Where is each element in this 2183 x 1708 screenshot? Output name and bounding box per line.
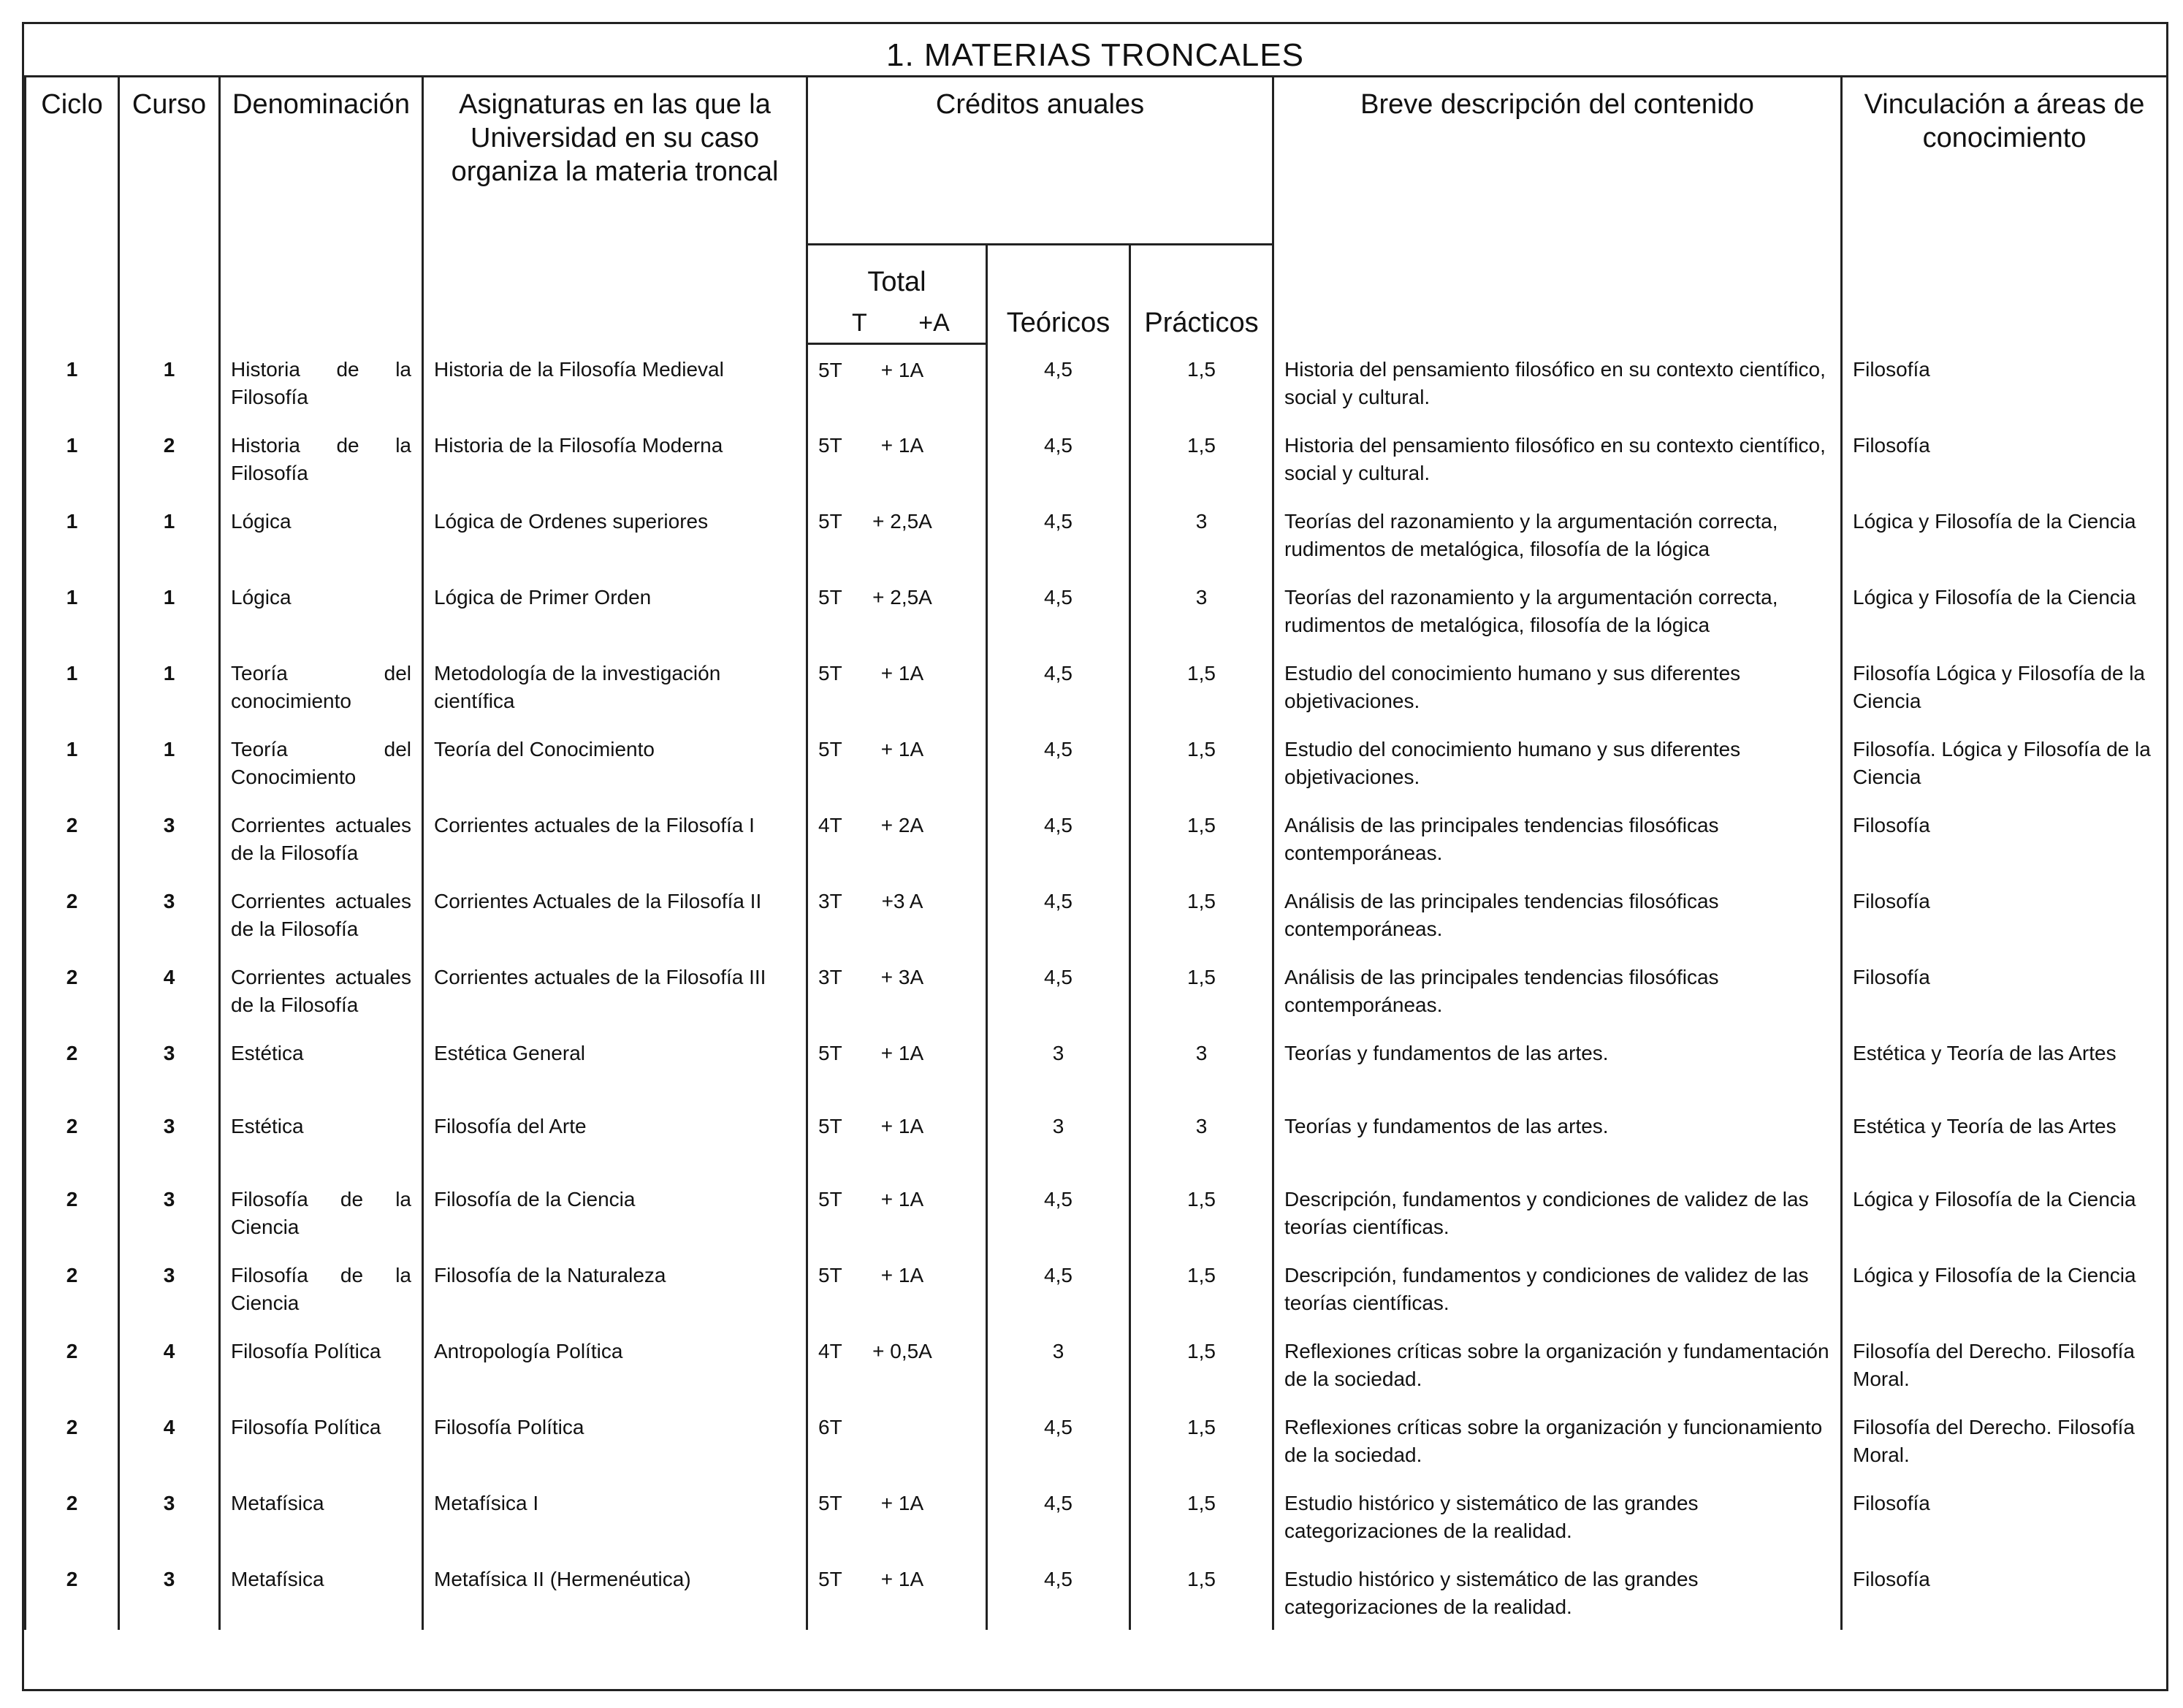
table-row bbox=[26, 344, 2168, 420]
cell-descripcion: Descripción, fundamentos y condiciones de validez de las teorías científicas. bbox=[1273, 1250, 1842, 1326]
cell-total-t: 5T bbox=[818, 1263, 842, 1286]
cell-total-t: 5T bbox=[818, 1041, 842, 1064]
cell-vinculacion: Lógica y Filosofía de la Ciencia bbox=[1842, 1250, 2168, 1326]
cell-practicos: 3 bbox=[1130, 1101, 1273, 1174]
header-practicos: Prácticos bbox=[1130, 245, 1273, 344]
cell-denominacion: Estética bbox=[220, 1028, 423, 1101]
cell-vinculacion: Filosofía bbox=[1842, 800, 2168, 876]
cell-asignatura: Estética General bbox=[423, 1028, 807, 1101]
cell-total-a: + 1A bbox=[880, 1491, 924, 1514]
cell-curso: 1 bbox=[119, 648, 220, 724]
cell-teoricos: 4,5 bbox=[987, 1250, 1130, 1326]
cell-practicos: 3 bbox=[1130, 496, 1273, 572]
cell-teoricos: 4,5 bbox=[987, 648, 1130, 724]
cell-descripcion: Análisis de las principales tendencias filosóficas contemporáneas. bbox=[1273, 952, 1842, 1028]
cell-curso: 1 bbox=[119, 724, 220, 800]
cell-asignatura: Teoría del Conocimiento bbox=[423, 724, 807, 800]
cell-curso: 1 bbox=[119, 344, 220, 420]
cell-denominacion: Corrientes actuales de la Filosofía bbox=[220, 876, 423, 952]
cell-asignatura: Antropología Política bbox=[423, 1326, 807, 1402]
cell-vinculacion: Filosofía bbox=[1842, 952, 2168, 1028]
cell-ciclo: 1 bbox=[26, 572, 119, 648]
cell-asignatura: Metafísica II (Hermenéutica) bbox=[423, 1554, 807, 1630]
cell-curso: 3 bbox=[119, 1250, 220, 1326]
cell-total-a: + 2,5A bbox=[872, 585, 932, 609]
cell-total-t: 5T bbox=[818, 585, 842, 609]
cell-curso: 4 bbox=[119, 952, 220, 1028]
table-row bbox=[26, 1250, 2168, 1326]
cell-total-t: 4T bbox=[818, 813, 842, 836]
cell-vinculacion: Filosofía bbox=[1842, 1554, 2168, 1630]
cell-ciclo: 2 bbox=[26, 1326, 119, 1402]
cell-ciclo: 2 bbox=[26, 876, 119, 952]
cell-total-a: + 1A bbox=[880, 737, 924, 760]
cell-curso: 1 bbox=[119, 572, 220, 648]
cell-total-a: + 1A bbox=[880, 661, 924, 685]
cell-descripcion: Descripción, fundamentos y condiciones de validez de las teorías científicas. bbox=[1273, 1174, 1842, 1250]
cell-total-t: 3T bbox=[818, 965, 842, 988]
cell-denominacion: Lógica bbox=[220, 572, 423, 648]
cell-total bbox=[807, 724, 987, 800]
cell-practicos: 3 bbox=[1130, 1028, 1273, 1101]
cell-total-t: 5T bbox=[818, 737, 842, 760]
cell-practicos: 1,5 bbox=[1130, 648, 1273, 724]
materias-troncales-table bbox=[24, 75, 2168, 1630]
cell-descripcion: Reflexiones críticas sobre la organización y funcionamiento de la sociedad. bbox=[1273, 1402, 1842, 1478]
header-asignaturas: Asignaturas en las que la Universidad en su caso organiza la materia troncal bbox=[423, 77, 807, 344]
cell-ciclo: 2 bbox=[26, 1554, 119, 1630]
cell-practicos: 1,5 bbox=[1130, 344, 1273, 420]
cell-total bbox=[807, 1250, 987, 1326]
cell-vinculacion: Filosofía bbox=[1842, 420, 2168, 496]
cell-descripcion: Teorías del razonamiento y la argumentación correcta, rudimentos de metalógica, filosofía de la lógica bbox=[1273, 496, 1842, 572]
cell-teoricos: 4,5 bbox=[987, 572, 1130, 648]
cell-asignatura: Corrientes Actuales de la Filosofía II bbox=[423, 876, 807, 952]
cell-vinculacion: Estética y Teoría de las Artes bbox=[1842, 1101, 2168, 1174]
cell-ciclo: 2 bbox=[26, 800, 119, 876]
cell-asignatura: Lógica de Primer Orden bbox=[423, 572, 807, 648]
cell-total-t: 5T bbox=[818, 359, 842, 381]
table-row bbox=[26, 876, 2168, 952]
cell-vinculacion: Lógica y Filosofía de la Ciencia bbox=[1842, 1174, 2168, 1250]
cell-curso: 3 bbox=[119, 876, 220, 952]
cell-ciclo: 2 bbox=[26, 1402, 119, 1478]
header-total: Total bbox=[807, 245, 987, 303]
cell-total-t: 5T bbox=[818, 661, 842, 685]
cell-total bbox=[807, 1174, 987, 1250]
cell-practicos: 1,5 bbox=[1130, 1250, 1273, 1326]
table-row bbox=[26, 572, 2168, 648]
cell-ciclo: 1 bbox=[26, 724, 119, 800]
cell-total-a: + 1A bbox=[880, 1187, 924, 1211]
cell-total-a: + 1A bbox=[880, 1263, 924, 1286]
cell-ciclo: 2 bbox=[26, 1028, 119, 1101]
cell-practicos: 1,5 bbox=[1130, 800, 1273, 876]
table-row bbox=[26, 496, 2168, 572]
cell-curso: 3 bbox=[119, 1174, 220, 1250]
header-t: T bbox=[852, 308, 867, 337]
cell-denominacion: Corrientes actuales de la Filosofía bbox=[220, 800, 423, 876]
cell-total-t: 5T bbox=[818, 1567, 842, 1590]
cell-total-t: 4T bbox=[818, 1339, 842, 1362]
cell-asignatura: Metafísica I bbox=[423, 1478, 807, 1554]
cell-descripcion: Teorías y fundamentos de las artes. bbox=[1273, 1028, 1842, 1101]
cell-total-a: + 0,5A bbox=[872, 1339, 932, 1362]
cell-total bbox=[807, 344, 987, 420]
cell-total bbox=[807, 420, 987, 496]
cell-total bbox=[807, 648, 987, 724]
cell-practicos: 1,5 bbox=[1130, 1402, 1273, 1478]
table-row bbox=[26, 420, 2168, 496]
cell-curso: 4 bbox=[119, 1326, 220, 1402]
header-curso: Curso bbox=[119, 77, 220, 344]
cell-ciclo: 2 bbox=[26, 1101, 119, 1174]
cell-vinculacion: Filosofía del Derecho. Filosofía Moral. bbox=[1842, 1402, 2168, 1478]
cell-descripcion: Teorías y fundamentos de las artes. bbox=[1273, 1101, 1842, 1174]
cell-ciclo: 2 bbox=[26, 1174, 119, 1250]
cell-teoricos: 4,5 bbox=[987, 724, 1130, 800]
cell-total-t: 5T bbox=[818, 1187, 842, 1211]
cell-ciclo: 2 bbox=[26, 1478, 119, 1554]
cell-denominacion: Filosofía Política bbox=[220, 1326, 423, 1402]
cell-total bbox=[807, 1028, 987, 1101]
cell-teoricos: 4,5 bbox=[987, 876, 1130, 952]
cell-vinculacion: Lógica y Filosofía de la Ciencia bbox=[1842, 496, 2168, 572]
cell-teoricos: 3 bbox=[987, 1028, 1130, 1101]
cell-total-a: +3 A bbox=[881, 889, 923, 912]
header-denominacion: Denominación bbox=[220, 77, 423, 344]
cell-asignatura: Filosofía de la Ciencia bbox=[423, 1174, 807, 1250]
cell-total-a: + 1A bbox=[880, 359, 924, 381]
cell-curso: 3 bbox=[119, 1028, 220, 1101]
cell-total bbox=[807, 1101, 987, 1174]
header-t-a bbox=[807, 303, 987, 344]
cell-total bbox=[807, 1326, 987, 1402]
cell-denominacion: Teoría del conocimiento bbox=[220, 648, 423, 724]
table-row bbox=[26, 1101, 2168, 1174]
cell-total bbox=[807, 952, 987, 1028]
cell-teoricos: 4,5 bbox=[987, 952, 1130, 1028]
cell-asignatura: Filosofía de la Naturaleza bbox=[423, 1250, 807, 1326]
cell-denominacion: Teoría del Conocimiento bbox=[220, 724, 423, 800]
header-teoricos: Teóricos bbox=[987, 245, 1130, 344]
cell-denominacion: Corrientes actuales de la Filosofía bbox=[220, 952, 423, 1028]
cell-total bbox=[807, 1402, 987, 1478]
cell-practicos: 1,5 bbox=[1130, 952, 1273, 1028]
cell-descripcion: Estudio histórico y sistemático de las grandes categorizaciones de la realidad. bbox=[1273, 1554, 1842, 1630]
cell-descripcion: Historia del pensamiento filosófico en su contexto científico, social y cultural. bbox=[1273, 344, 1842, 420]
cell-asignatura: Historia de la Filosofía Moderna bbox=[423, 420, 807, 496]
cell-teoricos: 4,5 bbox=[987, 420, 1130, 496]
cell-total-t: 3T bbox=[818, 889, 842, 912]
cell-descripcion: Historia del pensamiento filosófico en su contexto científico, social y cultural. bbox=[1273, 420, 1842, 496]
cell-denominacion: Historia de la Filosofía bbox=[220, 420, 423, 496]
cell-curso: 4 bbox=[119, 1402, 220, 1478]
cell-denominacion: Filosofía de la Ciencia bbox=[220, 1174, 423, 1250]
cell-practicos: 1,5 bbox=[1130, 420, 1273, 496]
cell-denominacion: Filosofía Política bbox=[220, 1402, 423, 1478]
cell-descripcion: Análisis de las principales tendencias filosóficas contemporáneas. bbox=[1273, 876, 1842, 952]
cell-total-t: 6T bbox=[818, 1415, 842, 1438]
cell-total bbox=[807, 496, 987, 572]
cell-vinculacion: Filosofía bbox=[1842, 344, 2168, 420]
cell-denominacion: Metafísica bbox=[220, 1478, 423, 1554]
cell-vinculacion: Filosofía. Lógica y Filosofía de la Ciencia bbox=[1842, 724, 2168, 800]
cell-practicos: 1,5 bbox=[1130, 876, 1273, 952]
cell-practicos: 1,5 bbox=[1130, 1174, 1273, 1250]
cell-teoricos: 4,5 bbox=[987, 344, 1130, 420]
cell-total-a: + 1A bbox=[880, 1041, 924, 1064]
cell-teoricos: 4,5 bbox=[987, 496, 1130, 572]
cell-asignatura: Filosofía del Arte bbox=[423, 1101, 807, 1174]
table-row bbox=[26, 1326, 2168, 1402]
cell-descripcion: Reflexiones críticas sobre la organización y fundamentación de la sociedad. bbox=[1273, 1326, 1842, 1402]
cell-ciclo: 1 bbox=[26, 496, 119, 572]
cell-asignatura: Filosofía Política bbox=[423, 1402, 807, 1478]
cell-curso: 2 bbox=[119, 420, 220, 496]
cell-total-t: 5T bbox=[818, 1114, 842, 1137]
table-row bbox=[26, 1174, 2168, 1250]
table-row bbox=[26, 1478, 2168, 1554]
table-row bbox=[26, 1554, 2168, 1630]
cell-descripcion: Teorías del razonamiento y la argumentación correcta, rudimentos de metalógica, filosofía de la lógica bbox=[1273, 572, 1842, 648]
cell-asignatura: Corrientes actuales de la Filosofía I bbox=[423, 800, 807, 876]
cell-total-t: 5T bbox=[818, 1491, 842, 1514]
cell-total-a: + 1A bbox=[880, 1567, 924, 1590]
cell-practicos: 1,5 bbox=[1130, 1554, 1273, 1630]
cell-vinculacion: Filosofía del Derecho. Filosofía Moral. bbox=[1842, 1326, 2168, 1402]
cell-ciclo: 2 bbox=[26, 952, 119, 1028]
cell-asignatura: Lógica de Ordenes superiores bbox=[423, 496, 807, 572]
header-plus-a: +A bbox=[918, 308, 950, 337]
cell-practicos: 1,5 bbox=[1130, 1326, 1273, 1402]
cell-teoricos: 3 bbox=[987, 1326, 1130, 1402]
cell-teoricos: 4,5 bbox=[987, 800, 1130, 876]
cell-total-t: 5T bbox=[818, 509, 842, 533]
cell-curso: 3 bbox=[119, 1101, 220, 1174]
cell-total-a: + 2,5A bbox=[872, 509, 932, 533]
cell-practicos: 1,5 bbox=[1130, 724, 1273, 800]
cell-teoricos: 3 bbox=[987, 1101, 1130, 1174]
cell-denominacion: Historia de la Filosofía bbox=[220, 344, 423, 420]
cell-total-t: 5T bbox=[818, 433, 842, 457]
header-creditos-anuales: Créditos anuales bbox=[807, 77, 1273, 245]
header-descripcion: Breve descripción del contenido bbox=[1273, 77, 1842, 344]
cell-total bbox=[807, 876, 987, 952]
table-row bbox=[26, 1402, 2168, 1478]
cell-asignatura: Corrientes actuales de la Filosofía III bbox=[423, 952, 807, 1028]
cell-total-a: + 3A bbox=[880, 965, 924, 988]
cell-asignatura: Metodología de la investigación científica bbox=[423, 648, 807, 724]
table-row bbox=[26, 952, 2168, 1028]
cell-total-a: + 1A bbox=[880, 1114, 924, 1137]
bottom-border bbox=[24, 1689, 2166, 1691]
cell-total bbox=[807, 1554, 987, 1630]
document-sheet bbox=[22, 22, 2168, 1691]
cell-teoricos: 4,5 bbox=[987, 1402, 1130, 1478]
cell-denominacion: Metafísica bbox=[220, 1554, 423, 1630]
cell-ciclo: 2 bbox=[26, 1250, 119, 1326]
cell-ciclo: 1 bbox=[26, 344, 119, 420]
table-row bbox=[26, 1028, 2168, 1101]
cell-curso: 3 bbox=[119, 1478, 220, 1554]
cell-descripcion: Estudio del conocimiento humano y sus diferentes objetivaciones. bbox=[1273, 648, 1842, 724]
cell-descripcion: Análisis de las principales tendencias filosóficas contemporáneas. bbox=[1273, 800, 1842, 876]
table-row bbox=[26, 800, 2168, 876]
cell-teoricos: 4,5 bbox=[987, 1554, 1130, 1630]
cell-vinculacion: Estética y Teoría de las Artes bbox=[1842, 1028, 2168, 1101]
cell-curso: 1 bbox=[119, 496, 220, 572]
cell-total-a: + 2A bbox=[880, 813, 924, 836]
cell-descripcion: Estudio histórico y sistemático de las grandes categorizaciones de la realidad. bbox=[1273, 1478, 1842, 1554]
cell-total bbox=[807, 572, 987, 648]
cell-total bbox=[807, 800, 987, 876]
cell-teoricos: 4,5 bbox=[987, 1174, 1130, 1250]
cell-practicos: 1,5 bbox=[1130, 1478, 1273, 1554]
cell-asignatura: Historia de la Filosofía Medieval bbox=[423, 344, 807, 420]
cell-teoricos: 4,5 bbox=[987, 1478, 1130, 1554]
table-row bbox=[26, 648, 2168, 724]
cell-denominacion: Filosofía de la Ciencia bbox=[220, 1250, 423, 1326]
cell-vinculacion: Filosofía Lógica y Filosofía de la Ciencia bbox=[1842, 648, 2168, 724]
cell-ciclo: 1 bbox=[26, 420, 119, 496]
cell-curso: 3 bbox=[119, 1554, 220, 1630]
table-row bbox=[26, 724, 2168, 800]
cell-denominacion: Estética bbox=[220, 1101, 423, 1174]
cell-denominacion: Lógica bbox=[220, 496, 423, 572]
document-title: 1. MATERIAS TRONCALES bbox=[886, 37, 1304, 73]
cell-vinculacion: Filosofía bbox=[1842, 1478, 2168, 1554]
cell-practicos: 3 bbox=[1130, 572, 1273, 648]
cell-vinculacion: Filosofía bbox=[1842, 876, 2168, 952]
cell-total-a: + 1A bbox=[880, 433, 924, 457]
cell-descripcion: Estudio del conocimiento humano y sus diferentes objetivaciones. bbox=[1273, 724, 1842, 800]
header-ciclo: Ciclo bbox=[26, 77, 119, 344]
cell-curso: 3 bbox=[119, 800, 220, 876]
header-vinculacion: Vinculación a áreas de conocimiento bbox=[1842, 77, 2168, 344]
cell-vinculacion: Lógica y Filosofía de la Ciencia bbox=[1842, 572, 2168, 648]
cell-ciclo: 1 bbox=[26, 648, 119, 724]
cell-total bbox=[807, 1478, 987, 1554]
